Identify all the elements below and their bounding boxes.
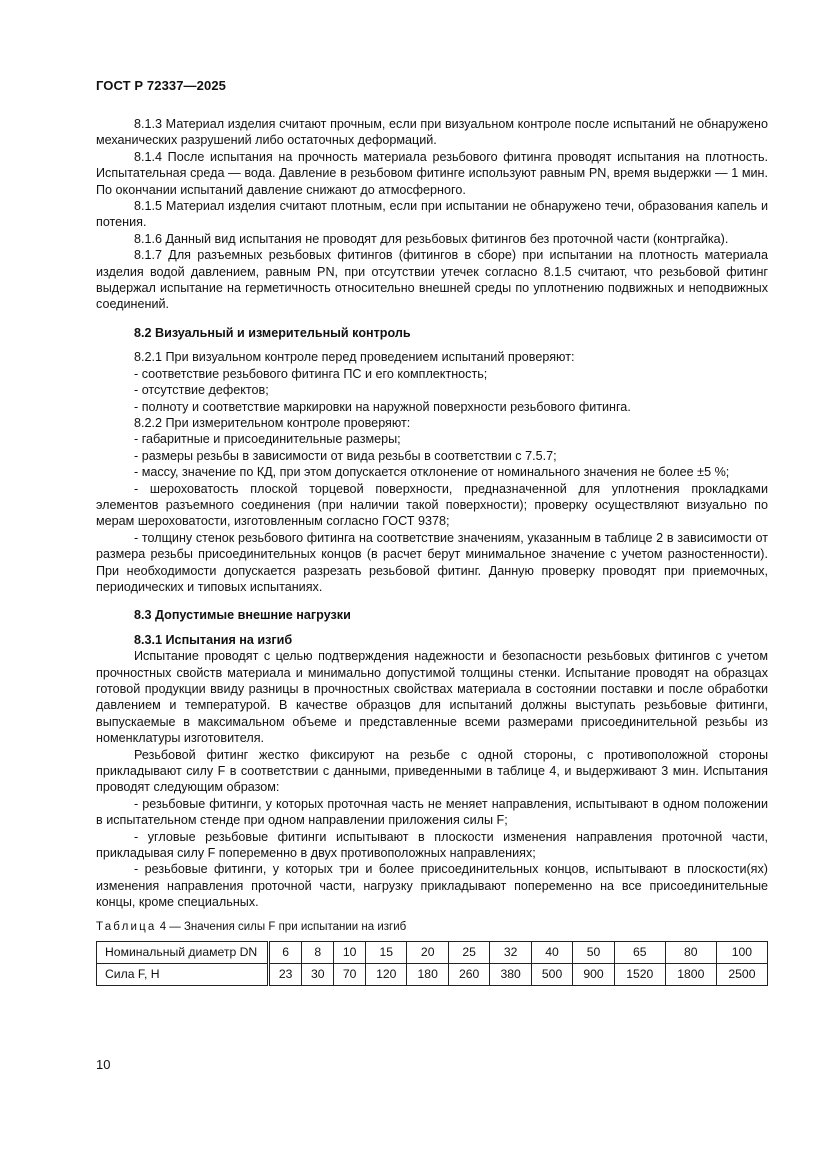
paragraph-8-1-3: 8.1.3 Материал изделия считают прочным, если при визуальном контроле после испытаний не обнаружено механических разрушений либо остаточных деформаций. [96, 117, 768, 148]
table-cell: 1800 [665, 964, 716, 986]
table-cell: 25 [448, 942, 489, 964]
paragraph-8-1-4: 8.1.4 После испытания на прочность материала резьбового фитинга проводят испытания на плотность. Испытательная среда — вода. Давление в резьбовом фитинге используют равным PN, время выдержки — 1 мин. По окончании испытаний давление снижают до атмосферного. [96, 149, 768, 197]
subsection-heading-8-3-1: 8.3.1 Испытания на изгиб [134, 632, 293, 647]
list-item: - отсутствие дефектов; [134, 383, 269, 398]
table-cell: 180 [407, 964, 448, 986]
table-cell: 2500 [716, 964, 767, 986]
list-item: - резьбовые фитинги, у которых три и более присоединительных концов, испытывают в плоскости(ях) изменения направления проточной части, нагрузку прикладывают попеременно на все присоединительные концы, кроме специальных. [96, 862, 768, 910]
paragraph-8-2-2: 8.2.2 При измерительном контроле проверяют: [134, 415, 411, 430]
table-cell: 10 [334, 942, 366, 964]
list-item: - угловые резьбовые фитинги испытывают в плоскости изменения направления проточной части, прикладывая силу F попеременно в двух противоположных направлениях; [96, 829, 768, 861]
section-heading-8-3: 8.3 Допустимые внешние нагрузки [134, 608, 351, 623]
paragraph-8-1-7: 8.1.7 Для разъемных резьбовых фитингов (фитингов в сборе) при испытании на плотность материала изделия водой давлением, равным PN, при отсутствии утечек согласно 8.1.5 считают, что резьбовой фитинг выдержал испытание на герметичность относительно внешней среды по уплотнению подвижных и неподвижных соединений. [96, 248, 768, 312]
list-item: - размеры резьбы в зависимости от вида резьбы в соответствии с 7.5.7; [134, 448, 557, 463]
table-cell: 8 [302, 942, 334, 964]
page-content [96, 116, 768, 986]
table-cell: 20 [407, 942, 448, 964]
paragraph-8-1-5: 8.1.5 Материал изделия считают плотным, если при испытании не обнаружено течи, образования капель и потения. [96, 199, 768, 230]
list-item: - полноту и соответствие маркировки на наружной поверхности резьбового фитинга. [134, 399, 631, 414]
table-cell: 40 [531, 942, 572, 964]
table-cell: 260 [448, 964, 489, 986]
table-4 [96, 941, 768, 986]
table-cell: 65 [614, 942, 665, 964]
list-item: - толщину стенок резьбового фитинга на соответствие значениям, указанным в таблице 2 в зависимости от размера резьбы присоединительных концов (в расчет берут минимальное значение с учетом разностенности). При необходимости допускается разрезать резьбовой фитинг. Данную проверку проводят при приемочных, периодических и типовых испытаниях. [96, 530, 768, 594]
document-header: ГОСТ Р 72337—2025 [96, 78, 226, 93]
table-cell: 380 [490, 964, 531, 986]
table-caption [96, 919, 768, 935]
table-cell: 80 [665, 942, 716, 964]
table-cell: 1520 [614, 964, 665, 986]
list-item: - резьбовые фитинги, у которых проточная часть не меняет направления, испытывают в одном положении в испытательном стенде при одном направлении приложения силы F; [96, 796, 768, 828]
table-cell: 70 [334, 964, 366, 986]
list-item: - габаритные и присоединительные размеры; [134, 432, 401, 447]
row-label-dn: Номинальный диаметр DN [97, 942, 269, 964]
table-cell: 23 [269, 964, 302, 986]
table-cell: 15 [366, 942, 407, 964]
row-label-force: Сила F, Н [97, 964, 269, 986]
table-cell: 30 [302, 964, 334, 986]
list-item: - соответствие резьбового фитинга ПС и его комплектность; [134, 366, 488, 381]
paragraph-8-2-1: 8.2.1 При визуальном контроле перед проведением испытаний проверяют: [134, 350, 575, 365]
table-cell: 50 [573, 942, 614, 964]
table-caption-text: 4 — Значения силы F при испытании на изгиб [159, 920, 407, 933]
table-cell: 32 [490, 942, 531, 964]
table-label: Таблица [96, 920, 157, 933]
table-cell: 900 [573, 964, 614, 986]
page-number: 10 [96, 1057, 111, 1072]
table-cell: 100 [716, 942, 767, 964]
list-item: - массу, значение по КД, при этом допускается отклонение от номинального значения не более ±5 %; [134, 465, 730, 480]
table-cell: 6 [269, 942, 302, 964]
paragraph: Резьбовой фитинг жестко фиксируют на резьбе с одной стороны, с противоположной стороны прикладывают силу F в соответствии с данными, приведенными в таблице 4, и выдерживают 3 мин. Испытания проводят следующим образом: [96, 747, 768, 795]
table-cell: 120 [366, 964, 407, 986]
paragraph-8-1-6: 8.1.6 Данный вид испытания не проводят для резьбовых фитингов без проточной части (контргайка). [134, 231, 729, 246]
list-item: - шероховатость плоской торцевой поверхности, предназначенной для уплотнения прокладками элементов разъемного соединения (при наличии такой поверхности); проверку осуществляют визуально по мерам шероховатости, изготовленным согласно ГОСТ 9378; [96, 481, 768, 529]
table-cell: 500 [531, 964, 572, 986]
paragraph: Испытание проводят с целью подтверждения надежности и безопасности резьбовых фитингов с учетом прочностных свойств материала и минимально допустимой толщины стенки. Испытание проводят на образцах готовой продукции ввиду разницы в прочностных свойствах материала в состоянии поставки и после обработки давлением и температурой. В качестве образцов для испытаний должны выступать резьбовые фитинги, выпускаемые в максимальном объеме и представленные всеми размерами присоединительной резьбы из номенклатуры изготовителя. [96, 649, 768, 746]
table-row [97, 942, 768, 964]
section-heading-8-2: 8.2 Визуальный и измерительный контроль [134, 325, 411, 340]
table-row [97, 964, 768, 986]
